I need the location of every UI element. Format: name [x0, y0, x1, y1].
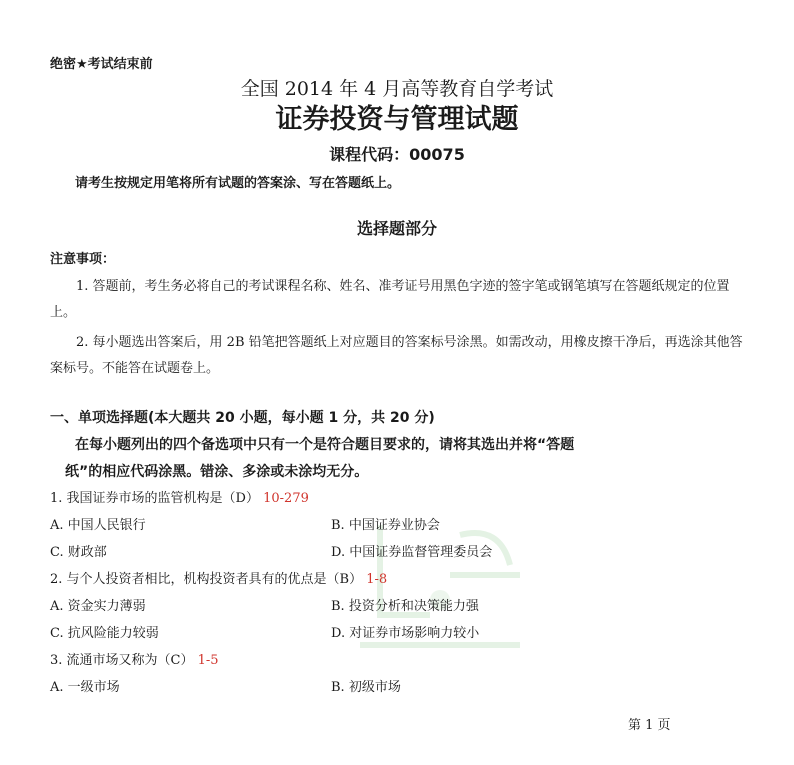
notes-title: 注意事项： — [50, 252, 116, 267]
question-stem — [50, 653, 219, 669]
section-heading: 选择题部分 — [356, 219, 437, 238]
course-code: 课程代码：00075 — [329, 145, 465, 164]
question-reference: 1-5 — [197, 653, 219, 668]
option-a: A. 一级市场 — [50, 680, 120, 695]
subject-title: 证券投资与管理试题 — [275, 104, 519, 135]
option-c: C. 抗风险能力较弱 — [50, 626, 159, 641]
option-b: B. 初级市场 — [331, 680, 401, 695]
option-d: D. 对证券市场影响力较小 — [331, 626, 480, 641]
part-instruction — [65, 432, 635, 486]
question-stem — [50, 491, 309, 507]
option-c: C. 财政部 — [50, 545, 107, 560]
note-item: 1. 答题前，考生务必将自己的考试课程名称、姓名、准考证号用黑色字迹的签字笔或钢笔填写在答题纸规定的位置上。 — [50, 279, 730, 320]
note-item: 2. 每小题选出答案后，用 2B 铅笔把答题纸上对应题目的答案标号涂黑。如需改动，用橡皮擦干净后，再选涂其他答案标号。不能答在试题卷上。 — [50, 335, 743, 376]
option-a: A. 资金实力薄弱 — [50, 599, 146, 614]
question-reference: 10-279 — [263, 491, 309, 506]
exam-title: 全国 2014 年 4 月高等教育自学考试 — [240, 78, 554, 100]
option-b: B. 投资分析和决策能力强 — [331, 599, 479, 614]
answer-instruction: 请考生按规定用笔将所有试题的答案涂、写在答题纸上。 — [75, 176, 401, 191]
page-number: 第 1 页 — [628, 718, 671, 733]
question-text: 2. 与个人投资者相比，机构投资者具有的优点是（B） — [50, 572, 363, 587]
option-d: D. 中国证券监督管理委员会 — [331, 545, 493, 560]
part-instruction-line: 纸”的相应代码涂黑。错涂、多涂或未涂均无分。 — [65, 464, 369, 480]
option-a: A. 中国人民银行 — [50, 518, 146, 533]
question-reference: 1-8 — [366, 572, 388, 587]
question-stem — [50, 572, 387, 588]
part-heading: 一、单项选择题(本大题共 20 小题，每小题 1 分，共 20 分) — [50, 410, 435, 426]
confidential-mark: 绝密★考试结束前 — [50, 57, 153, 72]
question-text: 3. 流通市场又称为（C） — [50, 653, 194, 668]
part-instruction-line: 在每小题列出的四个备选项中只有一个是符合题目要求的，请将其选出并将“答题 — [75, 437, 575, 453]
question-text: 1. 我国证券市场的监管机构是（D） — [50, 491, 259, 506]
option-b: B. 中国证券业协会 — [331, 518, 440, 533]
